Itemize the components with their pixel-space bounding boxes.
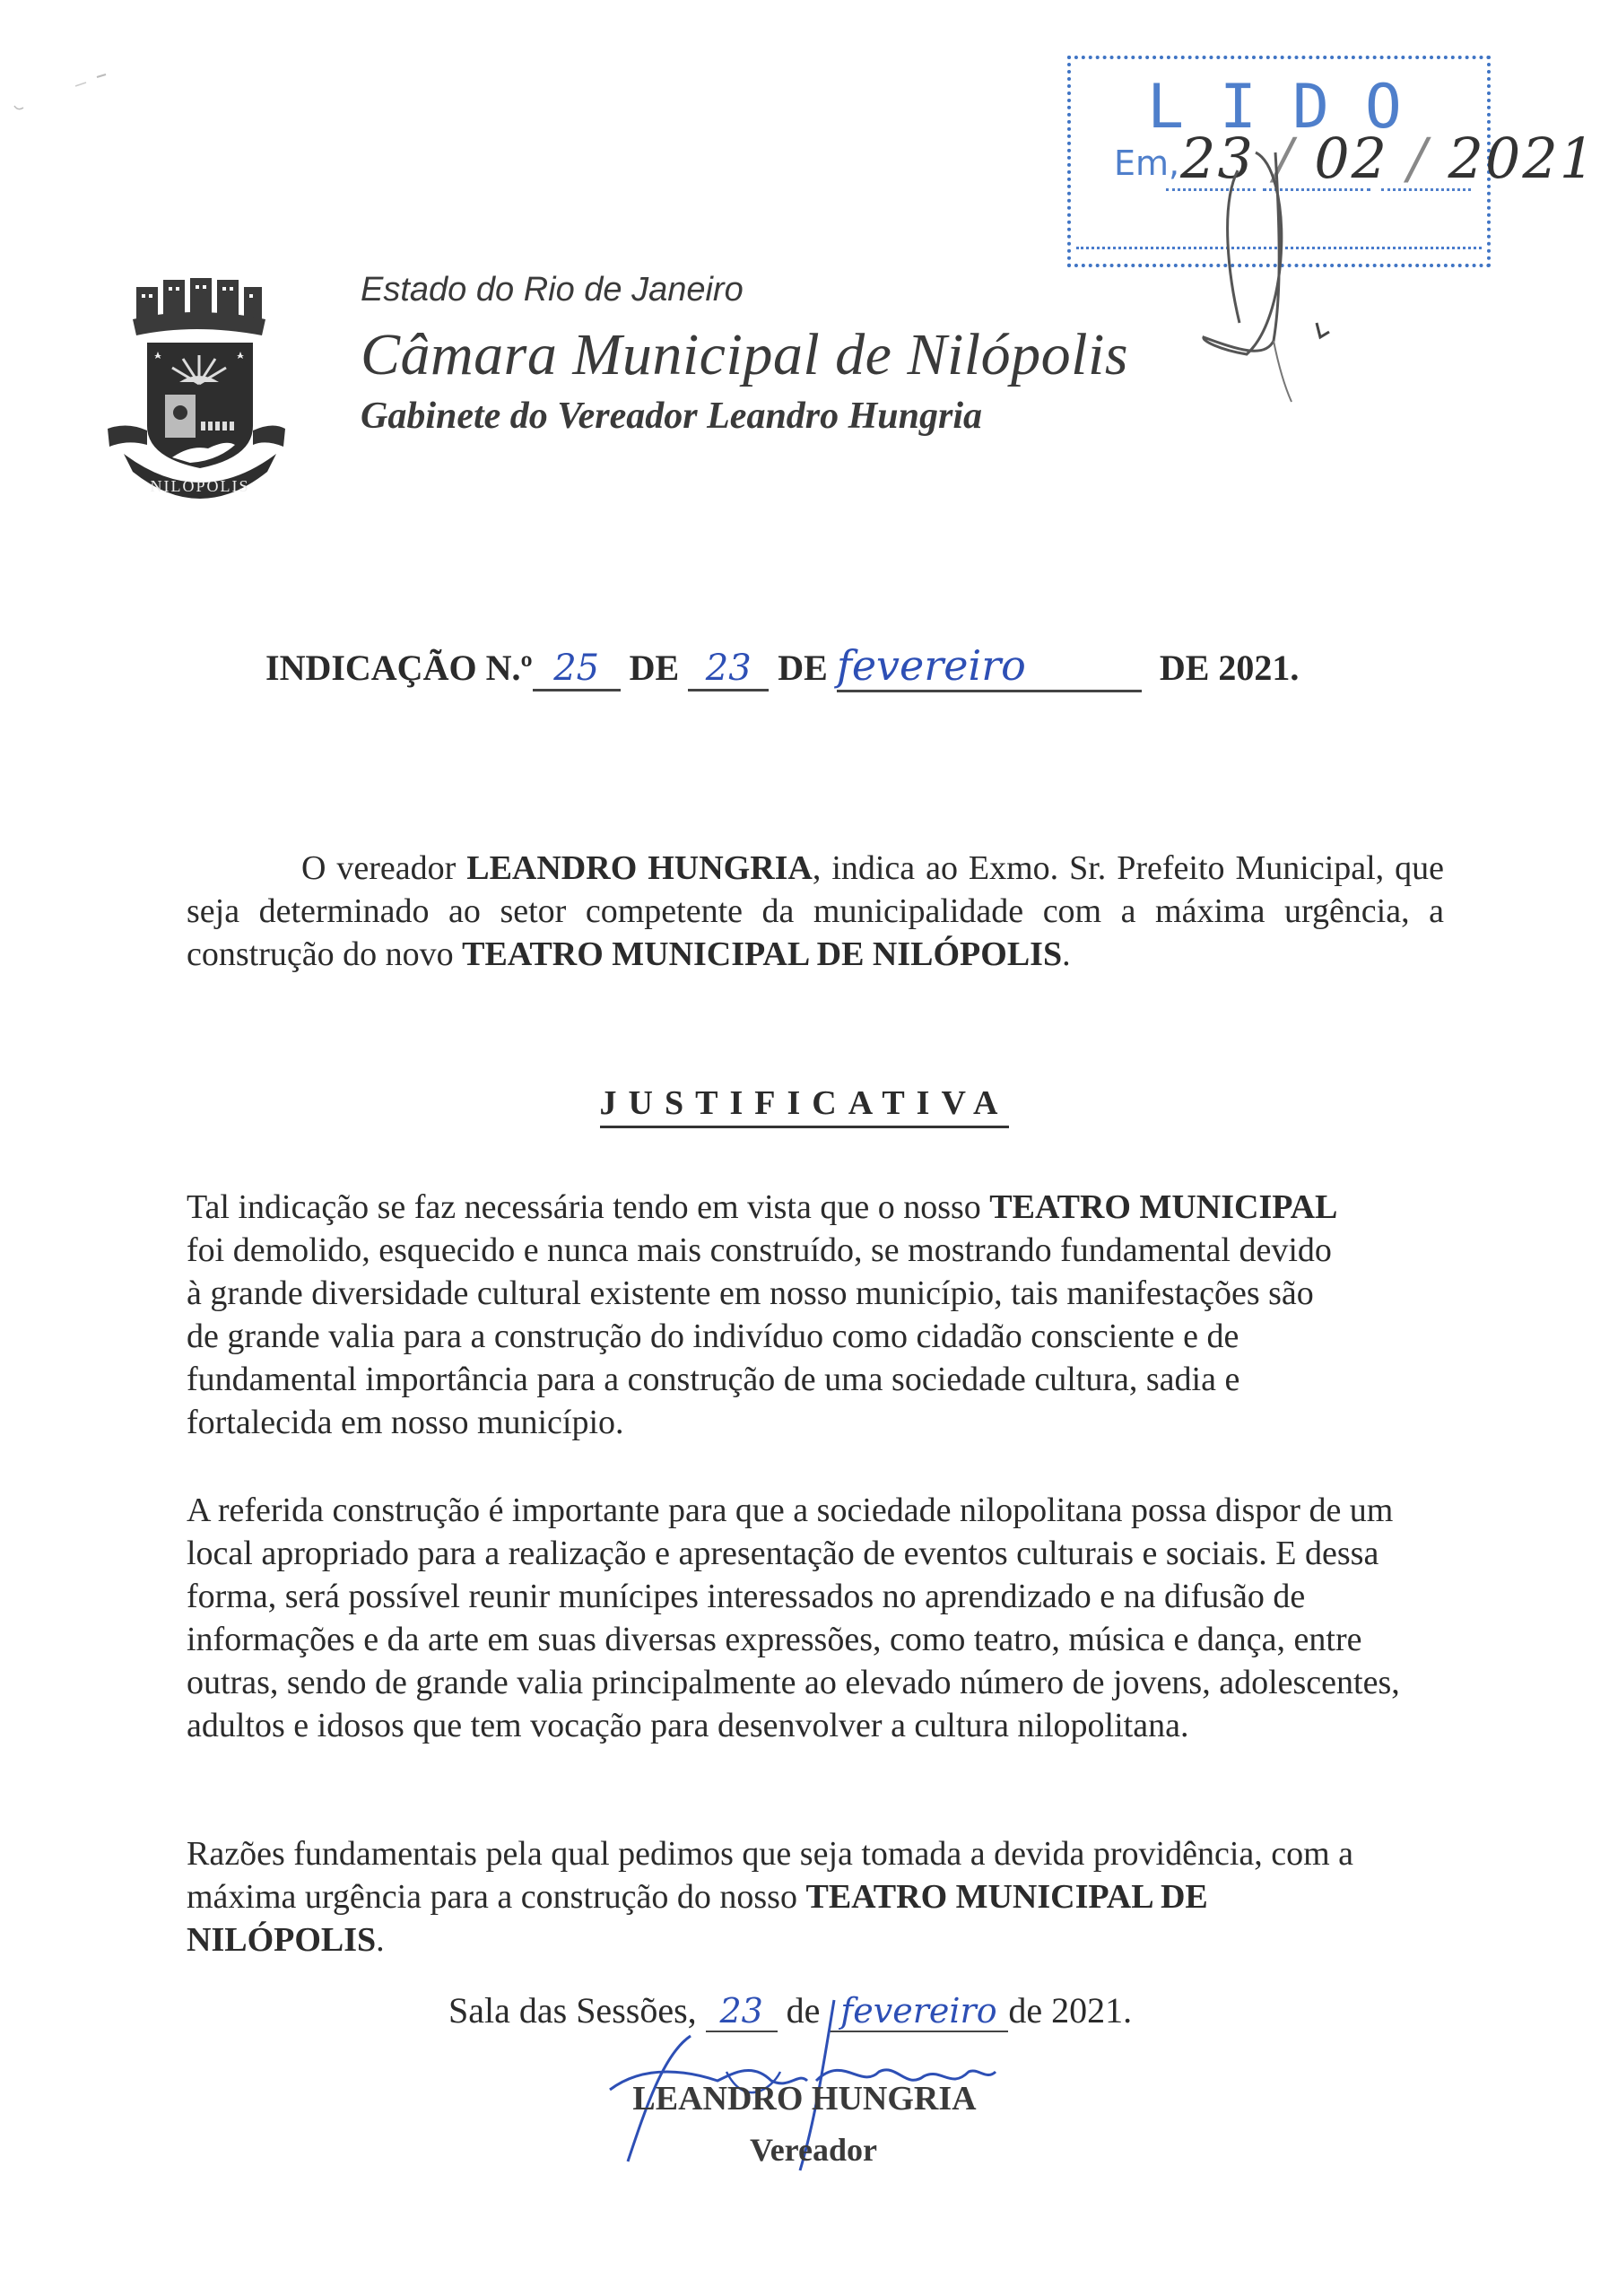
justification-paragraph-1 [187,1186,1344,1444]
indicacao-year: DE 2021. [1159,648,1300,688]
paragraph-text: foi demolido, esquecido e nunca mais construído, se mostrando fundamental devido à grande diversidade cultural existente em nosso município, tais manifestações são de grande valia para a construção do indivíduo como cidadão consciente e de fundamental importância para a construção de uma sociedade cultura, sadia e fortalecida em nosso município. [187,1231,1332,1441]
coat-of-arms-logo [100,269,289,502]
indicacao-line [265,641,1299,692]
stamp-date-day: 23 [1180,126,1255,191]
stamp-dotted-line [1381,188,1471,191]
justification-paragraph-2: A referida construção é importante para que a sociedade nilopolitana possa dispor de um local apropriado para a realização e apresentação de eventos culturais e sociais. E dessa forma, será possível reunir munícipes interessados no aprendizado e na difusão de informações e da arte em suas diversas expressões, como teatro, música e dança, entre outras, sendo de grande valia principalmente ao elevado número de jovens, adolescentes, adultos e idosos que tem vocação para desenvolver a cultura nilopolitana. [187,1492,1400,1744]
justification-paragraph-3 [187,1832,1388,1961]
rubric-initials [1184,135,1336,404]
intro-name: LEANDRO HUNGRIA [466,849,813,887]
session-place: Sala das Sessões, [448,1990,697,2031]
indicacao-de-1: DE [629,648,680,688]
justificativa-title: JUSTIFICATIVA [600,1084,1010,1128]
justificativa-heading [0,1083,1609,1123]
intro-theatre: TEATRO MUNICIPAL DE NILÓPOLIS [462,935,1063,973]
logo-text: NILOPOLIS [150,477,250,495]
stamp-date-month: 02 [1314,126,1389,191]
indicacao-day: 23 [688,648,769,691]
stamp-date-year: 2021 [1448,126,1597,191]
paragraph-text: Razões fundamentais pela qual pedimos que seja tomada a devida providência, com a máxima urgência para a construção do nosso [187,1835,1354,1916]
header-state: Estado do Rio de Janeiro [361,271,744,309]
intro-paragraph [187,847,1444,976]
session-day: 23 [706,1991,778,2032]
intro-text: . [1062,935,1071,973]
indicacao-month: fevereiro [837,641,1142,692]
stamp-prefix: Em, [1114,144,1180,183]
intro-text: O vereador [301,849,467,887]
session-year: de 2021. [1008,1990,1133,2031]
indicacao-de-2: DE [778,648,828,688]
paragraph-text: Tal indicação se faz necessária tendo em vista que o nosso [187,1188,990,1226]
signer-role: Vereador [750,2132,877,2168]
scan-specks [0,36,179,135]
indicacao-label: INDICAÇÃO N.º [265,648,533,688]
header-chamber: Câmara Municipal de Nilópolis [361,322,1128,387]
stamp-label: LIDO [1147,72,1438,143]
signer-name: LEANDRO HUNGRIA [632,2080,977,2118]
paragraph-bold: TEATRO MUNICIPAL [989,1188,1338,1226]
paragraph-bold: TEATRO MUNICIPAL DE NILÓPOLIS [187,1878,1208,1959]
session-de: de [786,1990,821,2031]
indicacao-number: 25 [533,648,621,691]
session-month: fevereiro [829,1991,1008,2032]
header-office: Gabinete do Vereador Leandro Hungria [361,396,983,437]
paragraph-text: . [376,1921,385,1959]
stamp-date: 23 / 02 / 2021 [1180,126,1597,191]
intro-text: , indica ao Exmo. Sr. Prefeito Municipal, que seja determinado ao setor competente da municipalidade com a máxima urgência, a construção do novo [187,849,1444,973]
